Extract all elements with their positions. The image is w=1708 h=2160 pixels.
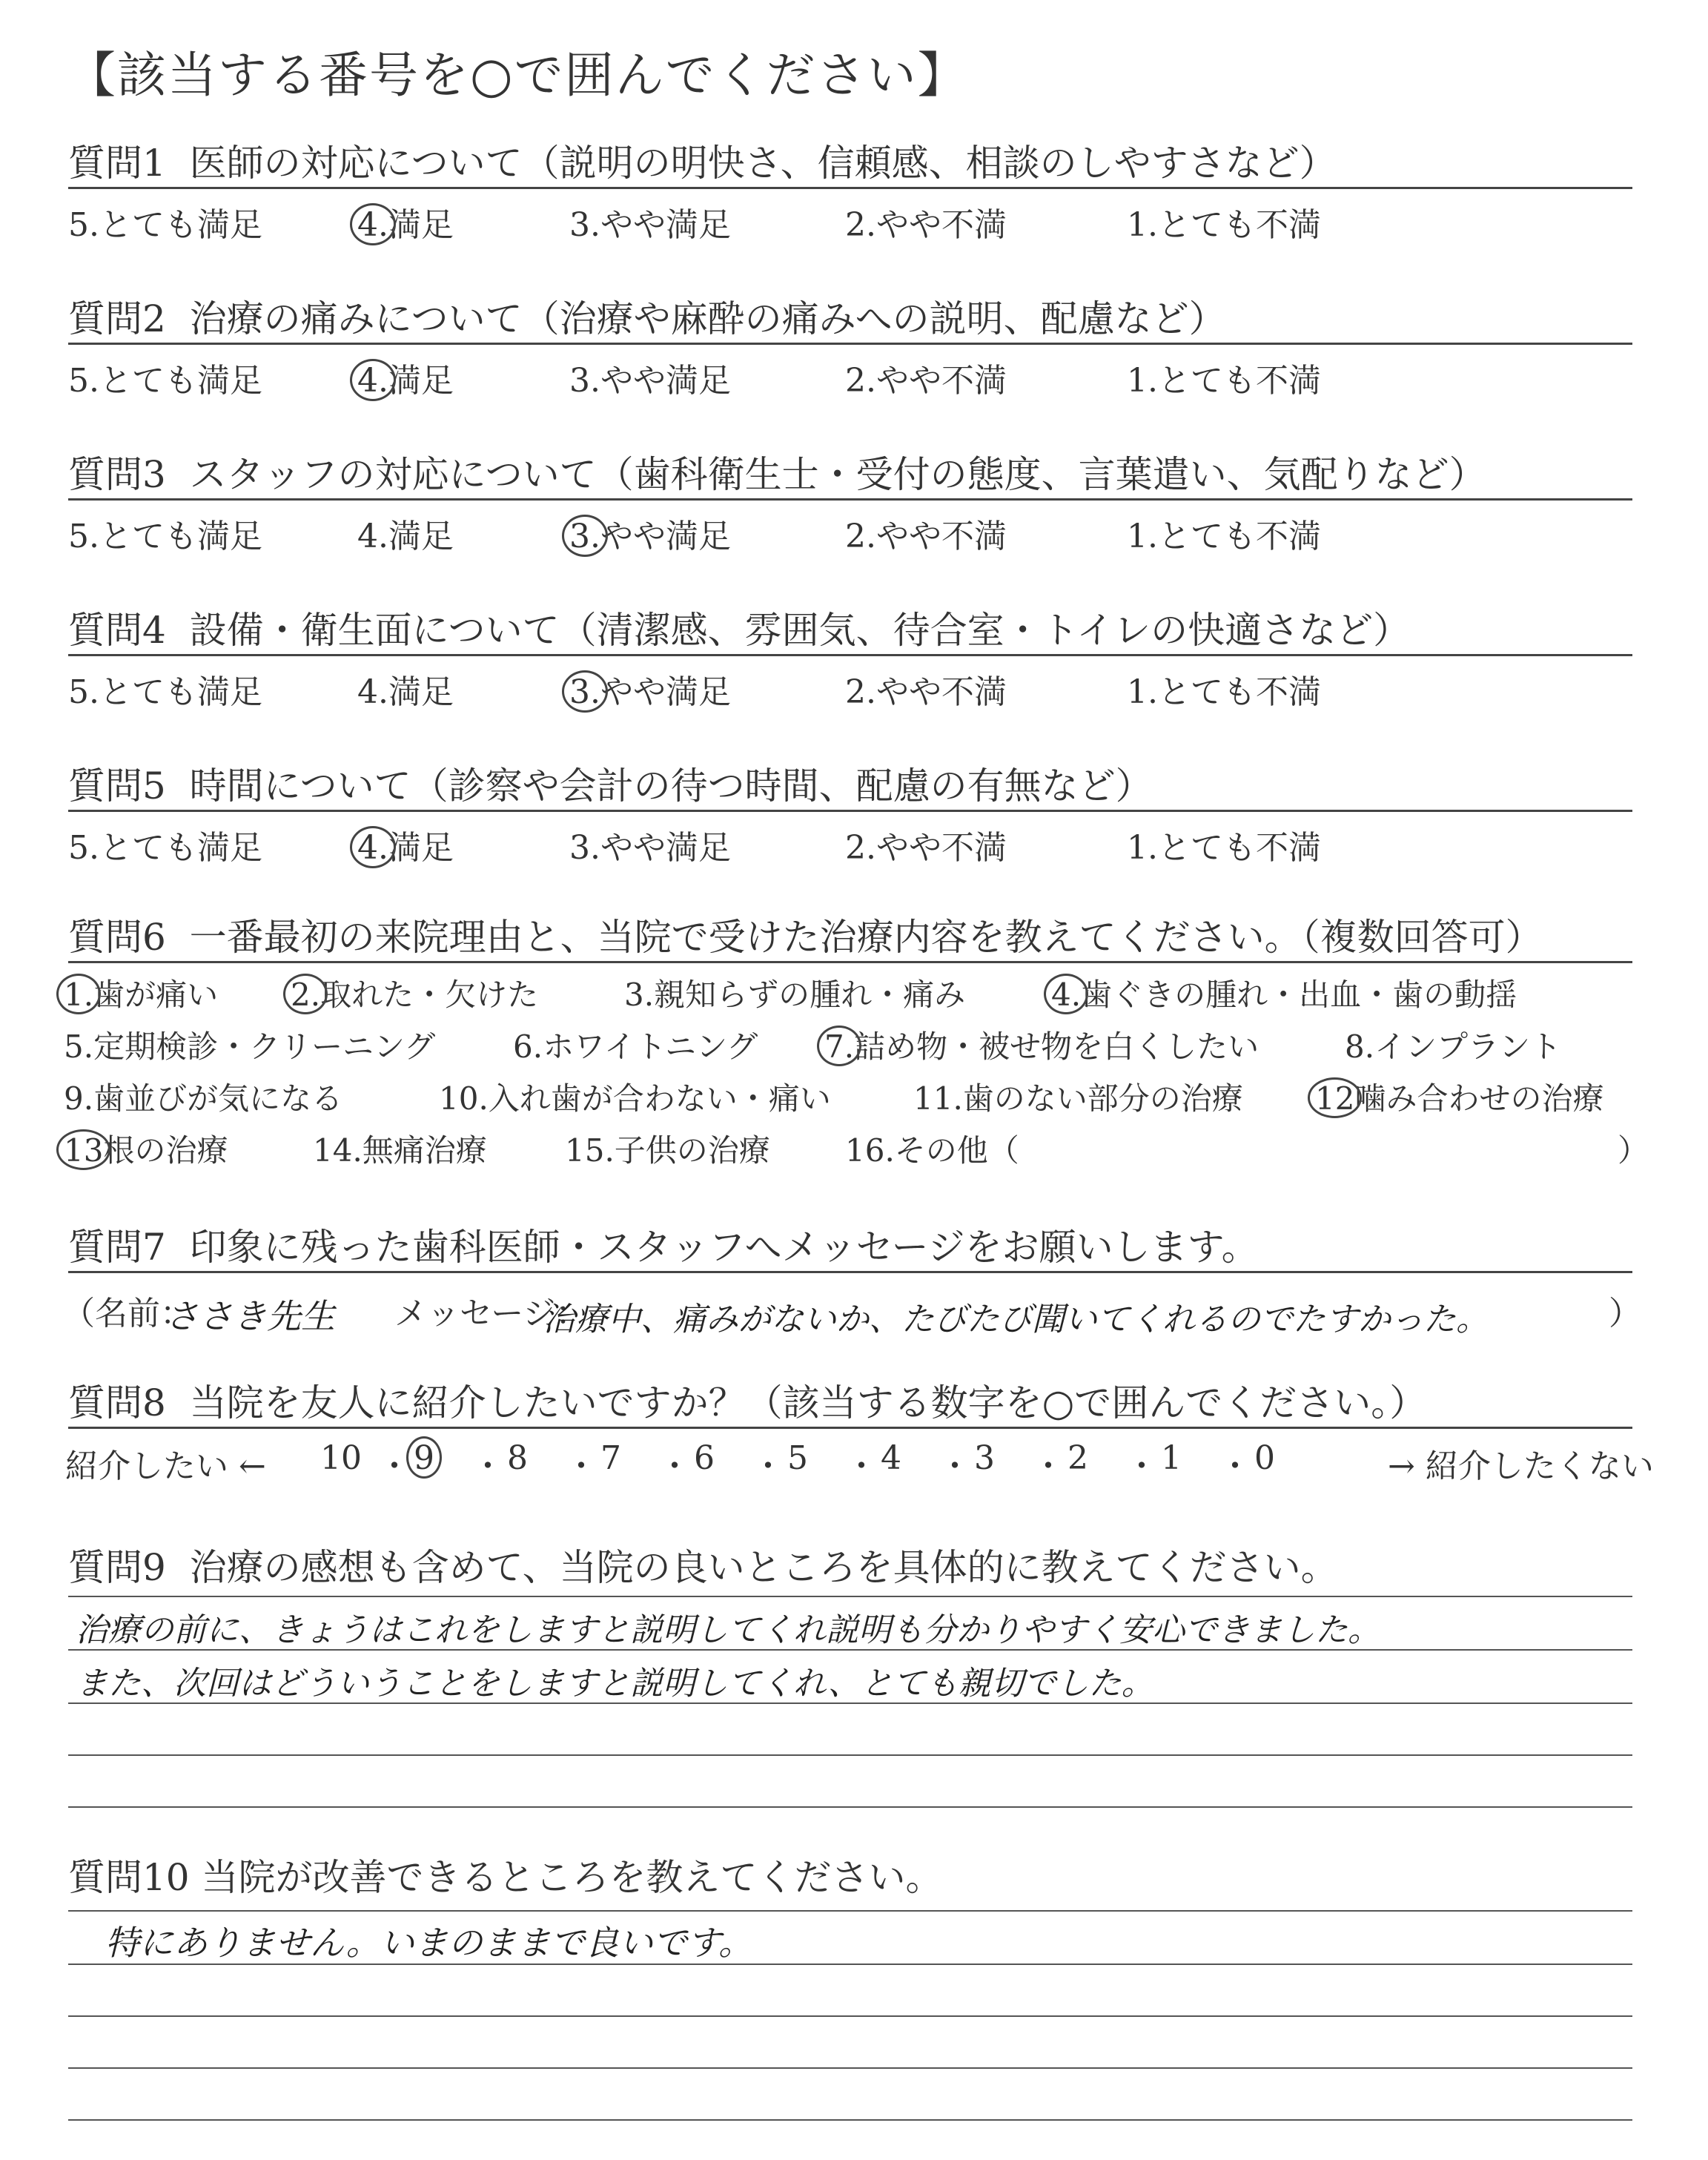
scale-dot: ・: [1125, 1447, 1158, 1485]
option-number: 8.: [1345, 1028, 1375, 1065]
reason-option[interactable]: [291, 971, 538, 1015]
option-text: インプラント: [1374, 1028, 1562, 1065]
rating-option[interactable]: 3.やや満足: [569, 673, 731, 711]
reason-option[interactable]: [565, 1126, 770, 1171]
question-text: 時間について（診察や会計の待つ時間、配慮の有無など）: [189, 764, 1153, 807]
rating-option[interactable]: 4.満足: [357, 362, 454, 400]
question-label: 質問4: [68, 609, 166, 652]
circled-choice: 7.: [824, 1028, 855, 1065]
scale-number[interactable]: 10: [320, 1439, 362, 1477]
option-text: 無痛治療: [362, 1132, 487, 1169]
name-label: （名前：: [62, 1295, 193, 1332]
message-label: メッセージ：: [394, 1295, 589, 1332]
rating-option[interactable]: 2.やや不満: [845, 829, 1007, 867]
option-text: 詰め物・被せ物を白くしたい: [854, 1028, 1260, 1065]
circled-choice: 4.: [357, 829, 388, 867]
rating-option[interactable]: 5.とても満足: [68, 206, 262, 244]
answer-handwritten-2: また、次回はどういうことをしますと説明してくれ、とても親切でした。: [76, 1665, 1154, 1702]
question-text: 設備・衛生面について（清潔感、雰囲気、待合室・トイレの快適さなど）: [189, 609, 1411, 652]
scale-dot: ・: [565, 1447, 598, 1485]
scale-dot: ・: [1219, 1447, 1251, 1485]
scale-dot: ・: [845, 1447, 878, 1485]
question-label: 質問8: [68, 1381, 166, 1424]
answer-line: [68, 2067, 1632, 2069]
reason-option[interactable]: [64, 971, 218, 1015]
rating-options: [68, 189, 1632, 244]
recommend-scale: [65, 1429, 1654, 1485]
rating-option[interactable]: 4.満足: [357, 829, 454, 867]
message-handwritten: 治療中、痛みがないか、たびたび聞いてくれるのでたすかった。: [543, 1301, 1489, 1338]
option-text: 歯並びが気になる: [93, 1080, 343, 1117]
rating-option[interactable]: 1.とても不満: [1127, 362, 1321, 400]
rating-option[interactable]: 2.やや不満: [845, 362, 1007, 400]
question-label: 質問7: [68, 1226, 166, 1269]
question-3: [68, 451, 1632, 555]
question-label: 質問9: [68, 1546, 166, 1589]
reason-option[interactable]: [313, 1126, 487, 1171]
reason-options: [64, 971, 1649, 1178]
option-text: 入れ歯が合わない・痛い: [488, 1080, 831, 1117]
option-number: 9.: [64, 1080, 94, 1117]
answer-handwritten-1: 特にありません。いまのままで良いです。: [105, 1923, 753, 1963]
reason-option[interactable]: [1315, 1074, 1603, 1119]
option-text: 取れた・欠けた: [320, 977, 539, 1013]
rating-option[interactable]: 5.とても満足: [68, 829, 262, 867]
question-1: [68, 139, 1632, 244]
rating-options: [68, 656, 1632, 711]
answer-line: [68, 1702, 1632, 1704]
option-number: 10.: [439, 1080, 489, 1117]
question-text: 一番最初の来院理由と、当院で受けた治療内容を教えてください。（複数回答可）: [189, 916, 1543, 959]
scale-number[interactable]: 9: [414, 1439, 434, 1477]
option-text: 定期検診・クリーニング: [93, 1028, 436, 1065]
option-text: 歯のない部分の治療: [962, 1080, 1243, 1117]
rating-option[interactable]: 4.満足: [357, 673, 454, 711]
question-label: 質問1: [68, 142, 166, 185]
close-paren: ）: [1609, 1295, 1641, 1332]
circled-choice: 4.: [1051, 977, 1082, 1013]
rating-option[interactable]: 2.やや不満: [845, 206, 1007, 244]
scale-number[interactable]: 4: [881, 1439, 901, 1477]
page-title: 【該当する番号を○で囲んでください】: [67, 47, 968, 104]
scale-number[interactable]: 5: [787, 1439, 808, 1477]
option-number: 15.: [565, 1132, 615, 1169]
answer-line: [68, 1754, 1632, 1756]
option-number: 5.: [64, 1028, 94, 1065]
option-number: 6.: [513, 1028, 543, 1065]
scale-dot: ・: [752, 1447, 784, 1485]
scale-dot: ・: [658, 1447, 691, 1485]
option-text: 親知らずの腫れ・痛み: [654, 977, 966, 1013]
question-text: 医師の対応について（説明の明快さ、信頼感、相談のしやすさなど）: [189, 142, 1337, 185]
option-text: 根の治療: [103, 1132, 228, 1169]
option-text: 子供の治療: [614, 1132, 770, 1169]
option-number: 16.: [845, 1132, 895, 1169]
rating-options: [68, 345, 1632, 400]
divider: [68, 961, 1632, 963]
other-close-paren: ）: [1618, 1132, 1649, 1169]
reason-option[interactable]: [513, 1023, 758, 1067]
reason-option[interactable]: [64, 1023, 435, 1067]
circled-choice: 3.: [569, 518, 600, 555]
rating-option[interactable]: 3.やや満足: [569, 829, 731, 867]
scale-number[interactable]: 2: [1068, 1439, 1088, 1477]
option-text: ホワイトニング: [543, 1028, 758, 1065]
question-text: 治療の痛みについて（治療や麻酔の痛みへの説明、配慮など）: [189, 297, 1226, 340]
answer-line: [68, 1964, 1632, 1965]
question-9: [68, 1544, 1632, 1820]
question-label: 質問5: [68, 764, 166, 807]
question-text: 当院が改善できるところを教えてください。: [201, 1856, 943, 1899]
question-2: [68, 295, 1632, 400]
question-text: スタッフの対応について（歯科衛生士・受付の態度、言葉遣い、気配りなど）: [189, 453, 1486, 496]
question-10: [68, 1854, 1632, 2134]
question-4: [68, 607, 1632, 711]
reason-option[interactable]: [824, 1023, 1259, 1067]
question-label: 質問2: [68, 297, 166, 340]
reason-option[interactable]: [913, 1074, 1243, 1119]
rating-option[interactable]: 1.とても不満: [1127, 518, 1321, 555]
circled-choice: 3.: [569, 673, 600, 711]
rating-option[interactable]: 5.とても満足: [68, 673, 262, 711]
rating-option[interactable]: 1.とても不満: [1127, 673, 1321, 711]
question-text: 印象に残った歯科医師・スタッフへメッセージをお願いします。: [189, 1226, 1259, 1269]
question-label: 質問10: [68, 1856, 190, 1899]
rating-option[interactable]: 5.とても満足: [68, 362, 262, 400]
rating-option[interactable]: 2.やや不満: [845, 518, 1007, 555]
option-number: 14.: [313, 1132, 363, 1169]
question-text: 当院を友人に紹介したいですか？（該当する数字を○で囲んでください。）: [189, 1381, 1427, 1424]
circled-choice: 4.: [357, 206, 388, 244]
scale-number[interactable]: 1: [1161, 1439, 1182, 1477]
question-6: [64, 914, 1649, 1178]
rating-option[interactable]: 4.満足: [357, 206, 454, 244]
rating-option[interactable]: 3.やや満足: [569, 362, 731, 400]
scale-dot: ・: [378, 1447, 411, 1485]
option-text: 歯が痛い: [93, 977, 219, 1013]
answer-line: [68, 1649, 1632, 1651]
scale-right-label: → 紹介したくない: [1388, 1447, 1654, 1485]
scale-number[interactable]: 6: [694, 1439, 715, 1477]
circled-choice: 12: [1315, 1080, 1355, 1117]
option-number: 3.: [624, 977, 655, 1013]
scale-number[interactable]: 8: [507, 1439, 528, 1477]
option-text: 噛み合わせの治療: [1354, 1080, 1604, 1117]
scale-number[interactable]: 0: [1254, 1439, 1275, 1477]
answer-line: [68, 1806, 1632, 1808]
option-number: 11.: [913, 1080, 963, 1117]
question-label: 質問6: [68, 916, 166, 959]
rating-option[interactable]: 4.満足: [357, 518, 454, 555]
rating-options: [68, 812, 1632, 867]
rating-option[interactable]: 1.とても不満: [1127, 206, 1321, 244]
rating-option[interactable]: 3.やや満足: [569, 518, 731, 555]
answer-line: [68, 2015, 1632, 2017]
reason-option[interactable]: [1051, 971, 1517, 1015]
scale-dot: ・: [471, 1447, 504, 1485]
staff-name-handwritten: ささき先生: [165, 1296, 335, 1336]
reason-option[interactable]: [64, 1074, 342, 1119]
option-text: 歯ぐきの腫れ・出血・歯の動揺: [1081, 977, 1517, 1013]
reason-option[interactable]: [1345, 1023, 1561, 1067]
rating-option[interactable]: 5.とても満足: [68, 518, 262, 555]
answer-handwritten-1: 治療の前に、きょうはこれをしますと説明してくれ説明も分かりやすく安心できました。: [76, 1611, 1380, 1649]
circled-choice: 1.: [64, 977, 94, 1013]
reason-option[interactable]: [64, 1126, 228, 1171]
scale-dot: ・: [939, 1447, 971, 1485]
question-label: 質問3: [68, 453, 166, 496]
scale-dot: ・: [1032, 1447, 1065, 1485]
answer-line: [68, 2119, 1632, 2121]
question-7: [62, 1223, 1641, 1347]
scale-number[interactable]: 7: [600, 1439, 621, 1477]
reason-option[interactable]: [624, 971, 965, 1015]
scale-left-label: 紹介したい ←: [65, 1447, 266, 1485]
circled-choice: 13: [64, 1132, 104, 1169]
rating-option[interactable]: 2.やや不満: [845, 673, 1007, 711]
reason-option[interactable]: [845, 1126, 1019, 1171]
question-8: [65, 1379, 1654, 1485]
question-5: [68, 762, 1632, 867]
circled-choice: 4.: [357, 362, 388, 400]
scale-number[interactable]: 3: [974, 1439, 995, 1477]
rating-option[interactable]: 3.やや満足: [569, 206, 731, 244]
question-text: 治療の感想も含めて、当院の良いところを具体的に教えてください。: [189, 1546, 1338, 1589]
option-text: その他（: [894, 1132, 1019, 1169]
rating-option[interactable]: 1.とても不満: [1127, 829, 1321, 867]
rating-options: [68, 501, 1632, 555]
circled-choice: 2.: [291, 977, 321, 1013]
reason-option[interactable]: [439, 1074, 831, 1119]
